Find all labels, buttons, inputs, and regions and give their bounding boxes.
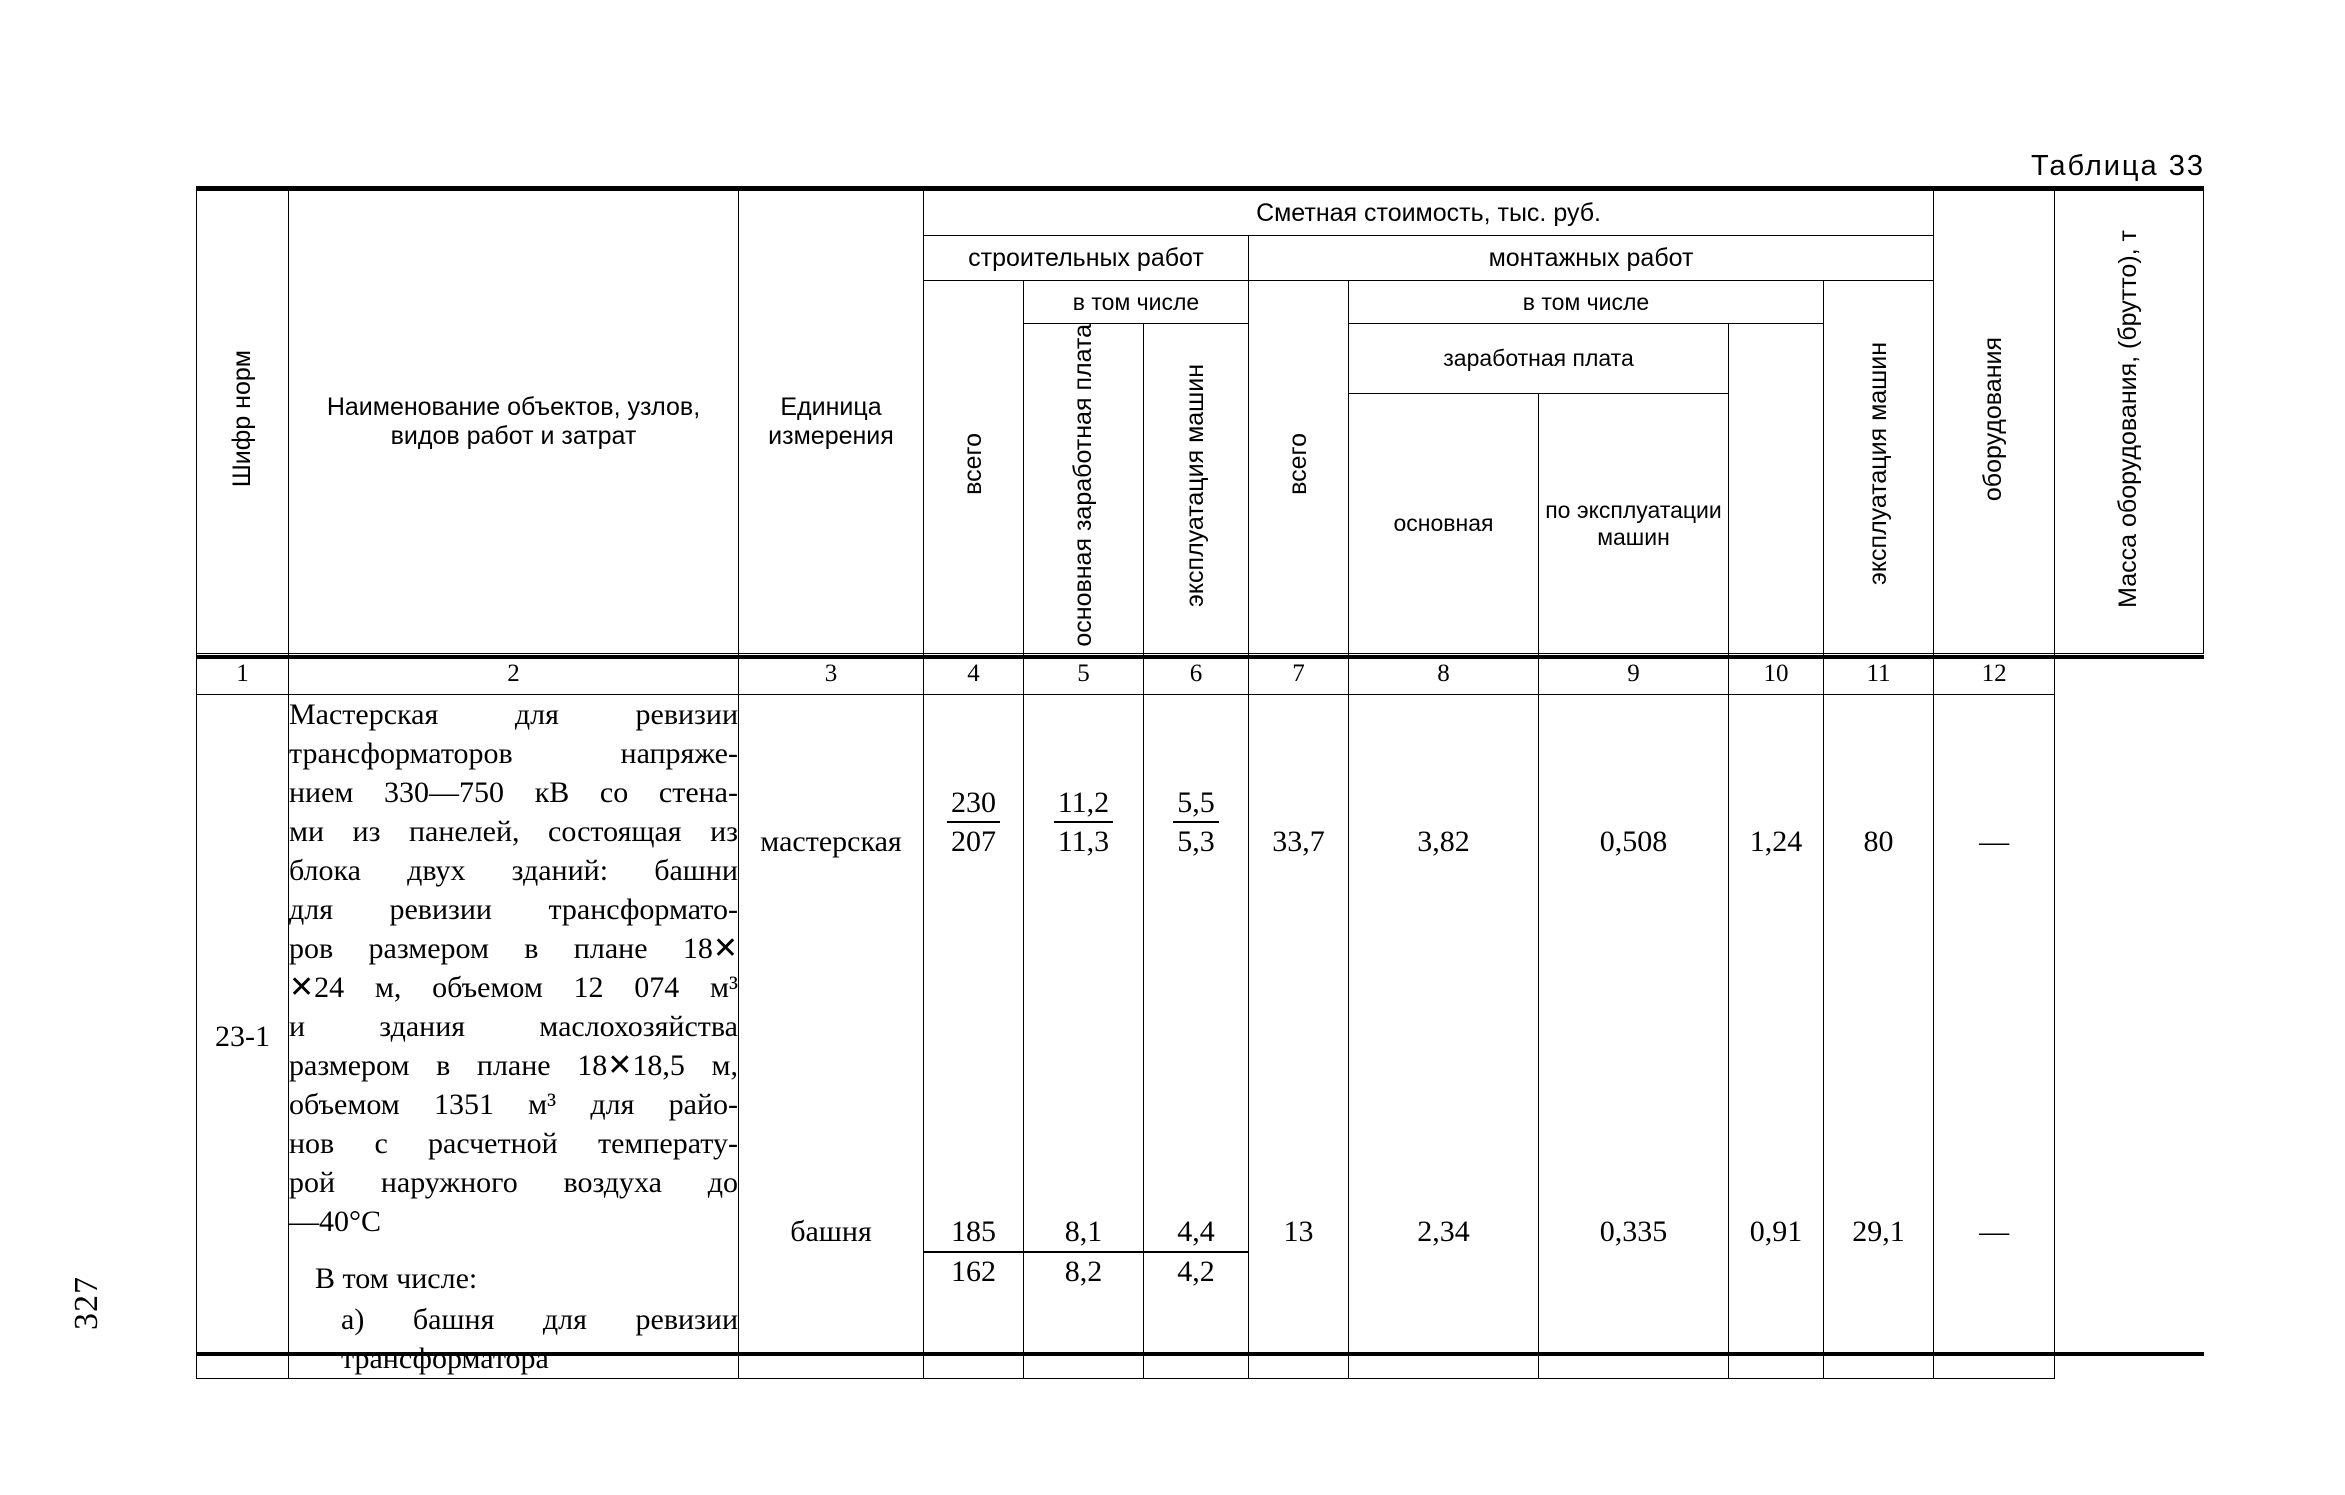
header-wages-machines-label: по эксплуатации машин [1545, 497, 1722, 550]
desc-subitem-line: трансформатора [341, 1342, 549, 1376]
colnum-6: 6 [1144, 654, 1249, 695]
row-col10-sub: 0,91 [1749, 1214, 1803, 1248]
colnum-2: 2 [289, 654, 739, 695]
header-basic-wage-1-label: основная заработная плата [1068, 324, 1097, 647]
desc-line: Мастерская для ревизии [289, 698, 738, 732]
desc-line: трансформаторов напряже- [289, 737, 738, 771]
desc-line: ми из панелей, состоящая из [289, 815, 738, 849]
header-construction-incl-label: в том числе [1072, 288, 1200, 315]
desc-line: нов с расчетной температу- [289, 1127, 738, 1161]
row-col9-main: 0,508 [1599, 824, 1668, 858]
table-caption: Таблица 33 [2030, 150, 2205, 182]
header-installation-total [1249, 281, 1349, 654]
header-mass-label: Масса оборудования, (брутто), т [2114, 229, 2143, 608]
value-bottom: 11,3 [1057, 825, 1110, 859]
header-construction-label: строительных работ [968, 243, 1204, 272]
header-installation-incl [1349, 281, 1824, 324]
header-construction-incl [1024, 281, 1249, 324]
row-description [289, 695, 739, 1379]
page-number: 327 [68, 1276, 105, 1330]
desc-line: нием 330—750 кВ со стена- [289, 776, 738, 810]
header-unit-label: Единица измерения [768, 393, 894, 451]
colnum-7: 7 [1249, 654, 1349, 695]
colnum-8: 8 [1349, 654, 1539, 695]
header-equipment [1934, 191, 2055, 654]
value-bottom: 207 [951, 825, 996, 859]
header-equipment-label: оборудования [1979, 336, 2008, 501]
row-col12-sub: — [1979, 1214, 2010, 1248]
colnum-12: 12 [1934, 654, 2055, 695]
row-unit [739, 695, 924, 1379]
row-col6-main [1173, 786, 1219, 859]
row-col7-main: 33,7 [1272, 824, 1325, 858]
desc-line: объемом 1351 м³ для райо- [289, 1088, 738, 1122]
header-mass [2055, 191, 2204, 654]
row-col8-sub: 2,34 [1417, 1214, 1470, 1248]
value-bottom: 8,2 [1064, 1254, 1103, 1288]
row-col5 [1024, 695, 1144, 1379]
header-cost-group [924, 191, 1934, 236]
header-name-label: Наименование объектов, узлов, видов работ и затрат [326, 393, 701, 451]
column-numbers-row [197, 654, 2204, 695]
row-col10 [1729, 695, 1824, 1379]
main-table-wrapper [196, 190, 2204, 1376]
colnum-10: 10 [1729, 654, 1824, 695]
header-wages-machines [1539, 393, 1729, 654]
table-row [197, 695, 2204, 1379]
row-col12 [1934, 695, 2055, 1379]
desc-line: для ревизии трансформато- [289, 893, 738, 927]
value-top: 185 [924, 1215, 1023, 1253]
row-col9-sub: 0,335 [1599, 1214, 1668, 1248]
row-code: 23-1 [197, 695, 289, 1379]
header-machines-1-label: эксплуатация машин [1181, 363, 1210, 607]
desc-line: и здания маслохозяйства [289, 1010, 738, 1044]
header-installation-total-label: всего [1283, 432, 1312, 495]
row-col7 [1249, 695, 1349, 1379]
row-col11 [1824, 695, 1934, 1379]
desc-line: рой наружного воздуха до [289, 1166, 738, 1200]
row-col8-main: 3,82 [1417, 824, 1470, 858]
value-bottom: 4,2 [1177, 1254, 1215, 1288]
row-col5-main [1054, 786, 1113, 859]
value-bottom: 5,3 [1177, 825, 1215, 859]
value-top: 4,4 [1144, 1215, 1248, 1253]
row-col5-sub [1024, 1215, 1143, 1288]
colnum-1: 1 [197, 654, 289, 695]
desc-line: размером в плане 18✕18,5 м, [289, 1049, 738, 1083]
row-unit-main: мастерская [760, 824, 902, 858]
header-installation-label: монтажных работ [1488, 243, 1694, 272]
header-machines-2-label: эксплуатация машин [1863, 342, 1892, 586]
header-wages-group-label: заработная плата [1443, 345, 1634, 372]
desc-line: —40°C [289, 1205, 382, 1239]
row-col6-sub [1144, 1215, 1248, 1288]
header-wages-basic [1349, 393, 1539, 654]
row-col4-sub [924, 1215, 1023, 1288]
row-col10-main: 1,24 [1749, 824, 1803, 858]
header-construction-group [924, 236, 1249, 281]
header-name [289, 191, 739, 654]
row-col11-main: 80 [1863, 824, 1894, 858]
header-installation-incl-label: в том числе [1522, 288, 1650, 315]
header-installation-group [1249, 236, 1934, 281]
row-col11-sub: 29,1 [1852, 1214, 1905, 1248]
colnum-11: 11 [1824, 654, 1934, 695]
header-row-1 [197, 191, 2204, 236]
header-cost-group-label: Сметная стоимость, тыс. руб. [1256, 198, 1601, 227]
header-construction-total-label: всего [958, 432, 987, 495]
header-machines-2 [1824, 281, 1934, 654]
value-top: 230 [947, 786, 1000, 824]
colnum-9: 9 [1539, 654, 1729, 695]
colnum-3: 3 [739, 654, 924, 695]
value-bottom: 162 [951, 1254, 996, 1288]
colnum-4: 4 [924, 654, 1024, 695]
header-machines-1 [1144, 324, 1249, 654]
row-col4-main [947, 786, 1000, 859]
value-top: 8,1 [1024, 1215, 1143, 1253]
header-code [197, 191, 289, 654]
row-col4 [924, 695, 1024, 1379]
estimate-table [196, 190, 2204, 1379]
header-wages-basic-label: основная [1393, 510, 1494, 537]
row-col6 [1144, 695, 1249, 1379]
header-unit [739, 191, 924, 654]
header-construction-total [924, 281, 1024, 654]
desc-line: ✕24 м, объемом 12 074 м³ [289, 971, 738, 1005]
desc-line: ров размером в плане 18✕ [289, 932, 738, 966]
header-basic-wage-1 [1024, 324, 1144, 654]
colnum-5: 5 [1024, 654, 1144, 695]
row-col8 [1349, 695, 1539, 1379]
row-col12-main: — [1979, 824, 2010, 858]
header-code-label: Шифр норм [227, 350, 256, 488]
value-top: 11,2 [1054, 786, 1113, 824]
desc-subitem-line: а) башня для ревизии [341, 1303, 738, 1337]
row-col7-sub: 13 [1283, 1214, 1314, 1248]
header-wages-group [1349, 324, 1729, 394]
value-top: 5,5 [1173, 786, 1219, 824]
desc-line: блока двух зданий: башни [289, 854, 738, 888]
row-unit-sub: башня [790, 1214, 872, 1248]
desc-subheading: В том числе: [315, 1262, 478, 1296]
row-col9 [1539, 695, 1729, 1379]
